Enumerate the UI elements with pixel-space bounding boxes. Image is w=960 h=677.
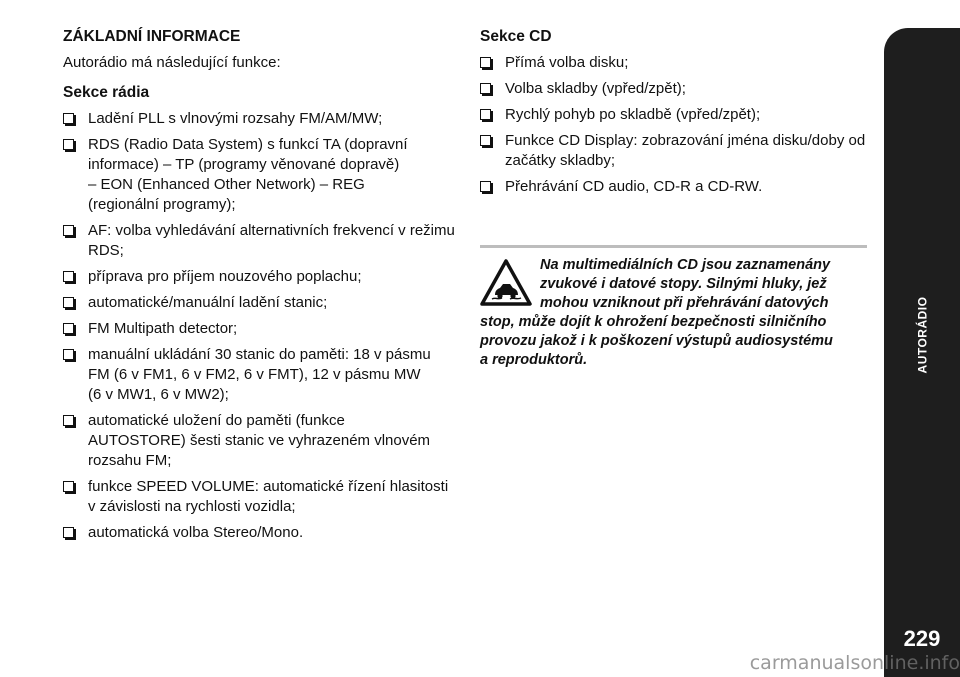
warning-divider	[480, 245, 867, 248]
cd-section-title: Sekce CD	[480, 28, 552, 45]
left-column	[63, 27, 463, 549]
list-item	[63, 267, 463, 287]
checkbox-bullet-icon	[63, 225, 74, 236]
checkbox-bullet-icon	[480, 57, 491, 68]
checkbox-bullet-icon	[63, 323, 74, 334]
list-item	[63, 293, 463, 313]
list-item-text: manuální ukládání 30 stanic do paměti: 18 v pásmu FM (6 v FM1, 6 v FM2, 6 v FMT), 12 v pásmu MW (6 v MW1, 6 v MW2);	[88, 346, 431, 403]
list-item	[63, 319, 463, 339]
checkbox-bullet-icon	[63, 527, 74, 538]
list-item-text: FM Multipath detector;	[88, 320, 238, 337]
checkbox-bullet-icon	[480, 181, 491, 192]
list-item	[480, 53, 880, 73]
checkbox-bullet-icon	[63, 297, 74, 308]
list-item	[63, 345, 463, 405]
checkbox-bullet-icon	[480, 135, 491, 146]
radio-section-title: Sekce rádia	[63, 84, 150, 101]
checkbox-bullet-icon	[480, 83, 491, 94]
checkbox-bullet-icon	[63, 349, 74, 360]
list-item-text: Volba skladby (vpřed/zpět);	[505, 80, 686, 97]
list-item-text: Funkce CD Display: zobrazování jména disku/doby od začátky skladby;	[505, 132, 866, 169]
checkbox-bullet-icon	[63, 415, 74, 426]
cd-feature-list	[480, 53, 880, 197]
intro-text: Autorádio má následující funkce:	[63, 54, 281, 71]
list-item	[480, 131, 880, 171]
checkbox-bullet-icon	[63, 113, 74, 124]
list-item	[480, 177, 880, 197]
list-item-text: Přehrávání CD audio, CD-R a CD-RW.	[505, 178, 763, 195]
list-item-text: automatická volba Stereo/Mono.	[88, 524, 304, 541]
watermark: carmanualsonline.info	[749, 652, 960, 674]
list-item	[480, 105, 880, 125]
list-item-text: AF: volba vyhledávání alternativních frekvencí v režimu RDS;	[88, 222, 455, 259]
radio-feature-list	[63, 109, 463, 543]
list-item	[480, 79, 880, 99]
side-tab-label: AUTORÁDIO	[915, 296, 930, 374]
page-number: 229	[903, 626, 941, 651]
list-item	[63, 221, 463, 261]
warning-box	[480, 245, 867, 370]
right-column	[480, 27, 880, 203]
list-item-text: RDS (Radio Data System) s funkcí TA (dopravní informace) – TP (programy věnované dopravě) – EON (Enhanced Other Network) – REG (regionální programy);	[88, 136, 408, 213]
page-heading: ZÁKLADNÍ INFORMACE	[63, 28, 241, 45]
list-item	[63, 477, 463, 517]
checkbox-bullet-icon	[63, 481, 74, 492]
list-item	[63, 109, 463, 129]
checkbox-bullet-icon	[480, 109, 491, 120]
warning-triangle-car-icon	[480, 258, 532, 308]
list-item-text: Ladění PLL s vlnovými rozsahy FM/AM/MW;	[88, 110, 383, 127]
list-item-text: automatické/manuální ladění stanic;	[88, 294, 328, 311]
side-tab-label-wrap	[884, 296, 960, 374]
list-item-text: automatické uložení do paměti (funkce AUTOSTORE) šesti stanic ve vyhrazeném vlnovém rozsahu FM;	[88, 412, 431, 469]
list-item	[63, 411, 463, 471]
list-item	[63, 135, 463, 215]
list-item-text: Přímá volba disku;	[505, 54, 629, 71]
list-item-text: funkce SPEED VOLUME: automatické řízení hlasitosti v závislosti na rychlosti vozidla;	[88, 478, 449, 515]
checkbox-bullet-icon	[63, 271, 74, 282]
list-item-text: příprava pro příjem nouzového poplachu;	[88, 268, 362, 285]
checkbox-bullet-icon	[63, 139, 74, 150]
list-item	[63, 523, 463, 543]
warning-text: Na multimediálních CD jsou zaznamenány zvukové i datové stopy. Silnými hluky, jež mohou vzniknout při přehrávání datových stop, může dojít k ohrožení bezpečnosti silničního provozu jakož i k poškození výstupů audiosystému a reproduktorů.	[480, 257, 833, 368]
list-item-text: Rychlý pohyb po skladbě (vpřed/zpět);	[505, 106, 761, 123]
